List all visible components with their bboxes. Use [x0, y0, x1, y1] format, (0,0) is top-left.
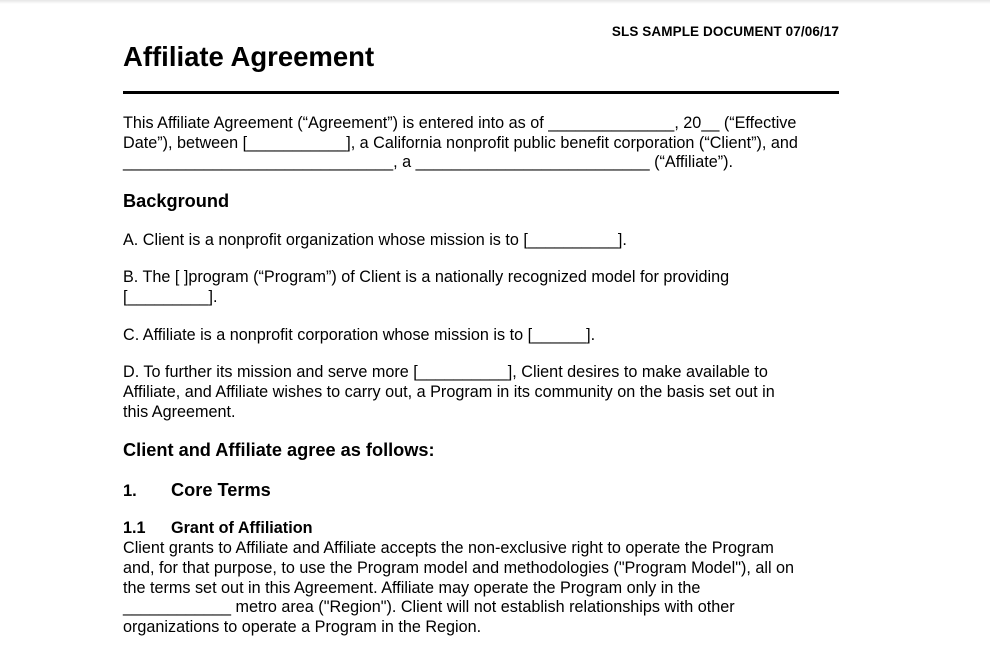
header-stamp: SLS SAMPLE DOCUMENT 07/06/17 — [611, 24, 839, 39]
section-1-number: 1. — [123, 482, 137, 500]
intro-line-1: This Affiliate Agreement (“Agreement”) is entered into as of ______________, 20__ (“Effective — [123, 114, 797, 132]
background-item-d-line-3: this Agreement. — [123, 403, 236, 421]
subsection-1-1-line-2: and, for that purpose, to use the Program model and methodologies ("Program Model"), all on — [123, 559, 795, 577]
subsection-1-1-heading — [123, 519, 312, 538]
intro-line-3: ______________________________, a __________________________ (“Affiliate”). — [123, 153, 733, 171]
section-1-heading — [123, 480, 271, 501]
intro-line-2: Date”), between [___________], a California nonprofit public benefit corporation (“Client”), and — [123, 134, 798, 152]
agree-heading: Client and Affiliate agree as follows: — [123, 440, 435, 460]
section-1-title: Core Terms — [171, 480, 271, 500]
document-title: Affiliate Agreement — [123, 41, 375, 72]
background-item-b-line-1: B. The [ ]program (“Program”) of Client is a nationally recognized model for providing — [123, 268, 730, 286]
subsection-1-1-title: Grant of Affiliation — [171, 519, 313, 537]
subsection-1-1-line-4: ____________ metro area ("Region"). Client will not establish relationships with other — [123, 598, 735, 616]
subsection-1-1-line-3: the terms set out in this Agreement. Affiliate may operate the Program only in the — [123, 579, 701, 597]
background-item-c-line-1: C. Affiliate is a nonprofit corporation whose mission is to [______]. — [123, 326, 596, 344]
background-item-a-line-1: A. Client is a nonprofit organization whose mission is to [__________]. — [123, 231, 627, 249]
background-item-d-line-1: D. To further its mission and serve more [__________], Client desires to make available to — [123, 363, 768, 381]
background-item-b-line-2: [_________]. — [123, 288, 218, 306]
subsection-1-1-number: 1.1 — [123, 519, 146, 537]
background-item-d-line-2: Affiliate, and Affiliate wishes to carry out, a Program in its community on the basis set out in — [123, 383, 775, 401]
title-divider — [123, 91, 839, 94]
background-heading: Background — [123, 191, 230, 211]
viewer-top-shadow — [0, 0, 990, 4]
subsection-1-1-line-5: organizations to operate a Program in the Region. — [123, 618, 482, 636]
subsection-1-1-line-1: Client grants to Affiliate and Affiliate accepts the non-exclusive right to operate the Program — [123, 539, 774, 557]
